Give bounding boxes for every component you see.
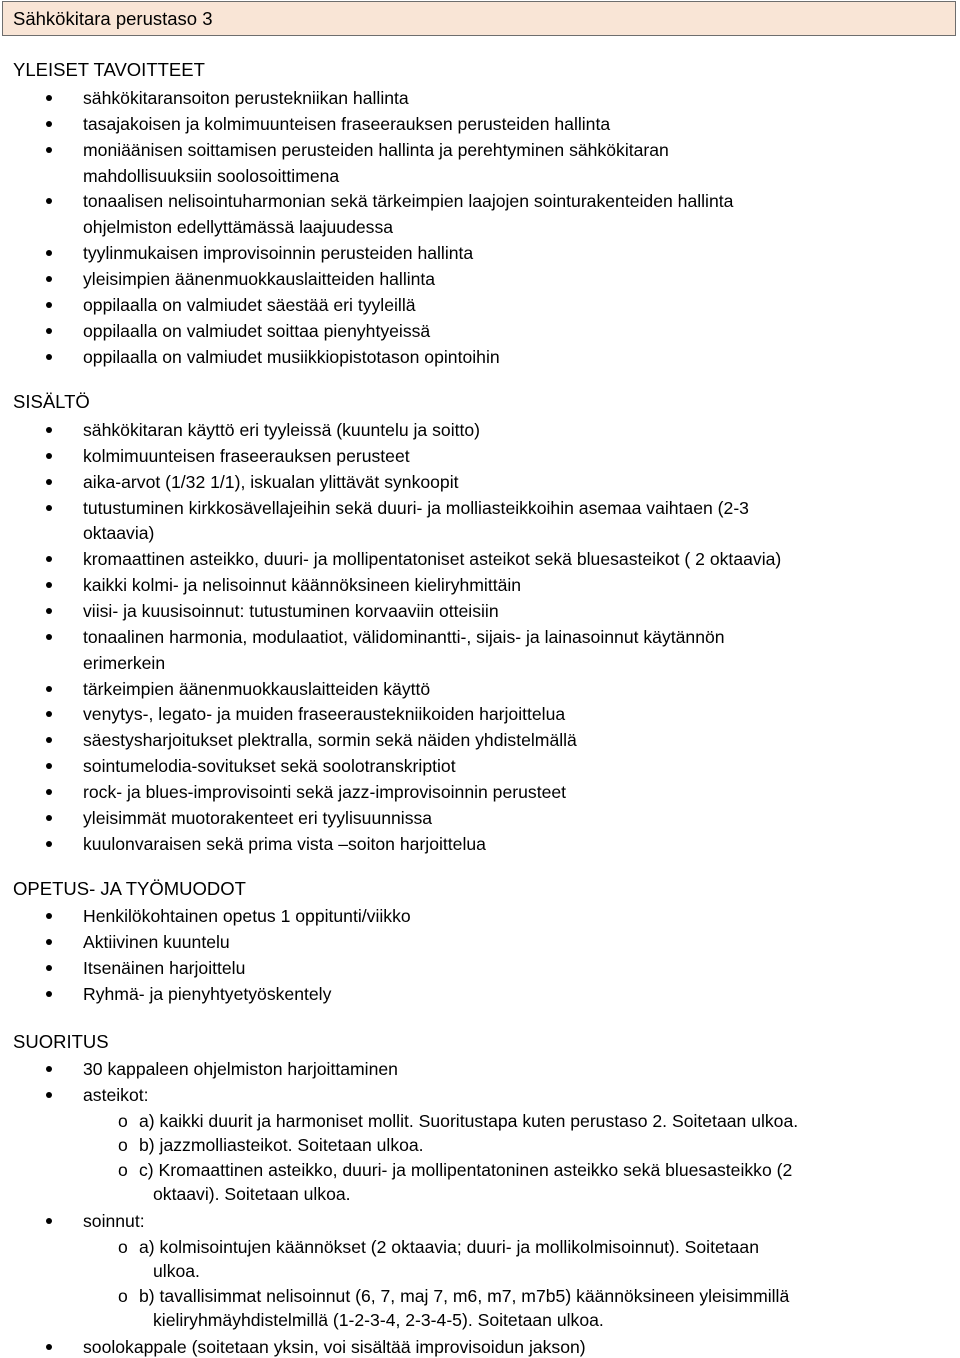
- bullet-icon: [46, 121, 52, 127]
- bullet-icon: [46, 95, 52, 101]
- sub-bullet-icon: o: [118, 1110, 128, 1131]
- bullet-icon: [46, 737, 52, 743]
- list-item-text: oppilaalla on valmiudet soittaa pienyhtyeissä: [83, 320, 431, 341]
- sub-bullet-icon: o: [118, 1135, 128, 1156]
- bullet-icon: [46, 991, 52, 997]
- sub-item-text: b) tavallisimmat nelisoinnut (6, 7, maj 7, m6, m7, m7b5) käännöksineen yleisimmillä: [139, 1285, 790, 1306]
- list-item-text: moniäänisen soittamisen perusteiden hallinta ja perehtyminen sähkökitaran: [83, 139, 669, 160]
- document-title-bar: [2, 1, 956, 36]
- section-heading-suoritus: SUORITUS: [13, 1031, 109, 1052]
- bullet-icon: [46, 1092, 52, 1098]
- list-item-text: soolokappale (soitetaan yksin, voi sisältää improvisoidun jakson): [83, 1336, 586, 1357]
- bullet-icon: [46, 328, 52, 334]
- bullet-icon: [46, 582, 52, 588]
- list-item-text: sointumelodia-sovitukset sekä soolotranskriptiot: [83, 756, 456, 777]
- sub-item-text: ulkoa.: [153, 1261, 200, 1282]
- list-item-text: aika-arvot (1/32 1/1), iskualan ylittävät synkoopit: [83, 471, 459, 492]
- bullet-icon: [46, 427, 52, 433]
- bullet-icon: [46, 1218, 52, 1224]
- bullet-icon: [46, 250, 52, 256]
- bullet-icon: [46, 939, 52, 945]
- list-item-text: venytys-, legato- ja muiden fraseeraustekniikoiden harjoittelua: [83, 704, 566, 725]
- list-item-text: tutustuminen kirkkosävellajeihin sekä duuri- ja molliasteikkoihin asemaa vaihtaen (2-3: [83, 497, 749, 518]
- list-item-text: Ryhmä- ja pienyhtyetyöskentely: [83, 983, 332, 1004]
- sub-bullet-icon: o: [118, 1236, 128, 1257]
- list-item-text: oppilaalla on valmiudet säestää eri tyyleillä: [83, 294, 416, 315]
- list-item-text: tyylinmukaisen improvisoinnin perusteiden hallinta: [83, 243, 474, 264]
- list-item-text: säestysharjoitukset plektralla, sormin sekä näiden yhdistelmällä: [83, 730, 577, 751]
- bullet-icon: [46, 1344, 52, 1350]
- list-item-text: tonaalisen nelisointuharmonian sekä tärkeimpien laajojen sointurakenteiden hallinta: [83, 191, 734, 212]
- list-item-text: sähkökitaransoiton perustekniikan hallinta: [83, 88, 409, 108]
- bullet-icon: [46, 302, 52, 308]
- document-title: Sähkökitara perustaso 3: [13, 8, 213, 29]
- list-item-text: soinnut:: [83, 1210, 145, 1231]
- section-heading-opetus: OPETUS- JA TYÖMUODOT: [13, 878, 246, 899]
- list-item-text: yleisimpien äänenmuokkauslaitteiden hallinta: [83, 268, 436, 289]
- sub-bullet-icon: o: [118, 1285, 128, 1306]
- list-item-text: Itsenäinen harjoittelu: [83, 957, 246, 978]
- list-item-text: asteikot:: [83, 1084, 149, 1105]
- list-item-text: Aktiivinen kuuntelu: [83, 931, 230, 952]
- list-item-text: oktaavia): [83, 523, 155, 544]
- bullet-icon: [46, 634, 52, 640]
- section-heading-sisalto: SISÄLTÖ: [13, 391, 90, 412]
- bullet-icon: [46, 763, 52, 769]
- bullet-icon: [46, 453, 52, 459]
- bullet-icon: [46, 354, 52, 360]
- bullet-icon: [46, 1066, 52, 1072]
- list-item-text: viisi- ja kuusisoinnut: tutustuminen korvaaviin otteisiin: [83, 600, 499, 621]
- list-item-text: erimerkein: [83, 652, 166, 673]
- list-item-text: kromaattinen asteikko, duuri- ja mollipentatoniset asteikot sekä bluesasteikot ( 2 oktaavia): [83, 549, 782, 570]
- bullet-icon: [46, 505, 52, 511]
- list-item-text: mahdollisuuksiin soolosoittimena: [83, 165, 340, 186]
- sub-item-text: oktaavi). Soitetaan ulkoa.: [153, 1184, 351, 1205]
- bullet-icon: [46, 965, 52, 971]
- list-item-text: oppilaalla on valmiudet musiikkiopistotason opintoihin: [83, 346, 500, 367]
- bullet-icon: [46, 711, 52, 717]
- bullet-icon: [46, 276, 52, 282]
- bullet-icon: [46, 198, 52, 204]
- bullet-icon: [46, 479, 52, 485]
- bullet-icon: [46, 913, 52, 919]
- section-heading-yleiset: YLEISET TAVOITTEET: [13, 59, 205, 80]
- bullet-icon: [46, 147, 52, 153]
- list-item-text: Henkilökohtainen opetus 1 oppitunti/viikko: [83, 906, 411, 926]
- list-item-text: kolmimuunteisen fraseerauksen perusteet: [83, 445, 410, 466]
- list-item-text: tasajakoisen ja kolmimuunteisen fraseerauksen perusteiden hallinta: [83, 113, 611, 134]
- bullet-icon: [46, 686, 52, 692]
- sub-item-text: a) kaikki duurit ja harmoniset mollit. Suoritustapa kuten perustaso 2. Soitetaan ulkoa.: [139, 1110, 799, 1131]
- bullet-icon: [46, 608, 52, 614]
- sub-item-text: a) kolmisointujen käännökset (2 oktaavia; duuri- ja mollikolmisoinnut). Soitetaan: [139, 1236, 759, 1257]
- list-item-text: ohjelmiston edellyttämässä laajuudessa: [83, 217, 394, 238]
- list-item-text: kuulonvaraisen sekä prima vista –soiton harjoittelua: [83, 833, 486, 854]
- list-item-text: kaikki kolmi- ja nelisoinnut käännöksineen kieliryhmittäin: [83, 575, 522, 596]
- bullet-icon: [46, 789, 52, 795]
- list-item-text: 30 kappaleen ohjelmiston harjoittaminen: [83, 1059, 398, 1079]
- list-item-text: sähkökitaran käyttö eri tyyleissä (kuuntelu ja soitto): [83, 420, 481, 440]
- bullet-icon: [46, 556, 52, 562]
- sub-item-text: kieliryhmäyhdistelmillä (1-2-3-4, 2-3-4-5). Soitetaan ulkoa.: [153, 1310, 604, 1331]
- sub-bullet-icon: o: [118, 1159, 128, 1180]
- sub-item-text: c) Kromaattinen asteikko, duuri- ja mollipentatoninen asteikko sekä bluesasteikko (2: [139, 1159, 793, 1180]
- list-item-text: tärkeimpien äänenmuokkauslaitteiden käyttö: [83, 678, 431, 699]
- sub-item-text: b) jazzmolliasteikot. Soitetaan ulkoa.: [139, 1135, 424, 1156]
- list-item-text: yleisimmät muotorakenteet eri tyylisuunnissa: [83, 807, 433, 828]
- list-item-text: tonaalinen harmonia, modulaatiot, välidominantti-, sijais- ja lainasoinnut käytännön: [83, 626, 725, 647]
- bullet-icon: [46, 815, 52, 821]
- list-item-text: rock- ja blues-improvisointi sekä jazz-improvisoinnin perusteet: [83, 781, 567, 802]
- bullet-icon: [46, 841, 52, 847]
